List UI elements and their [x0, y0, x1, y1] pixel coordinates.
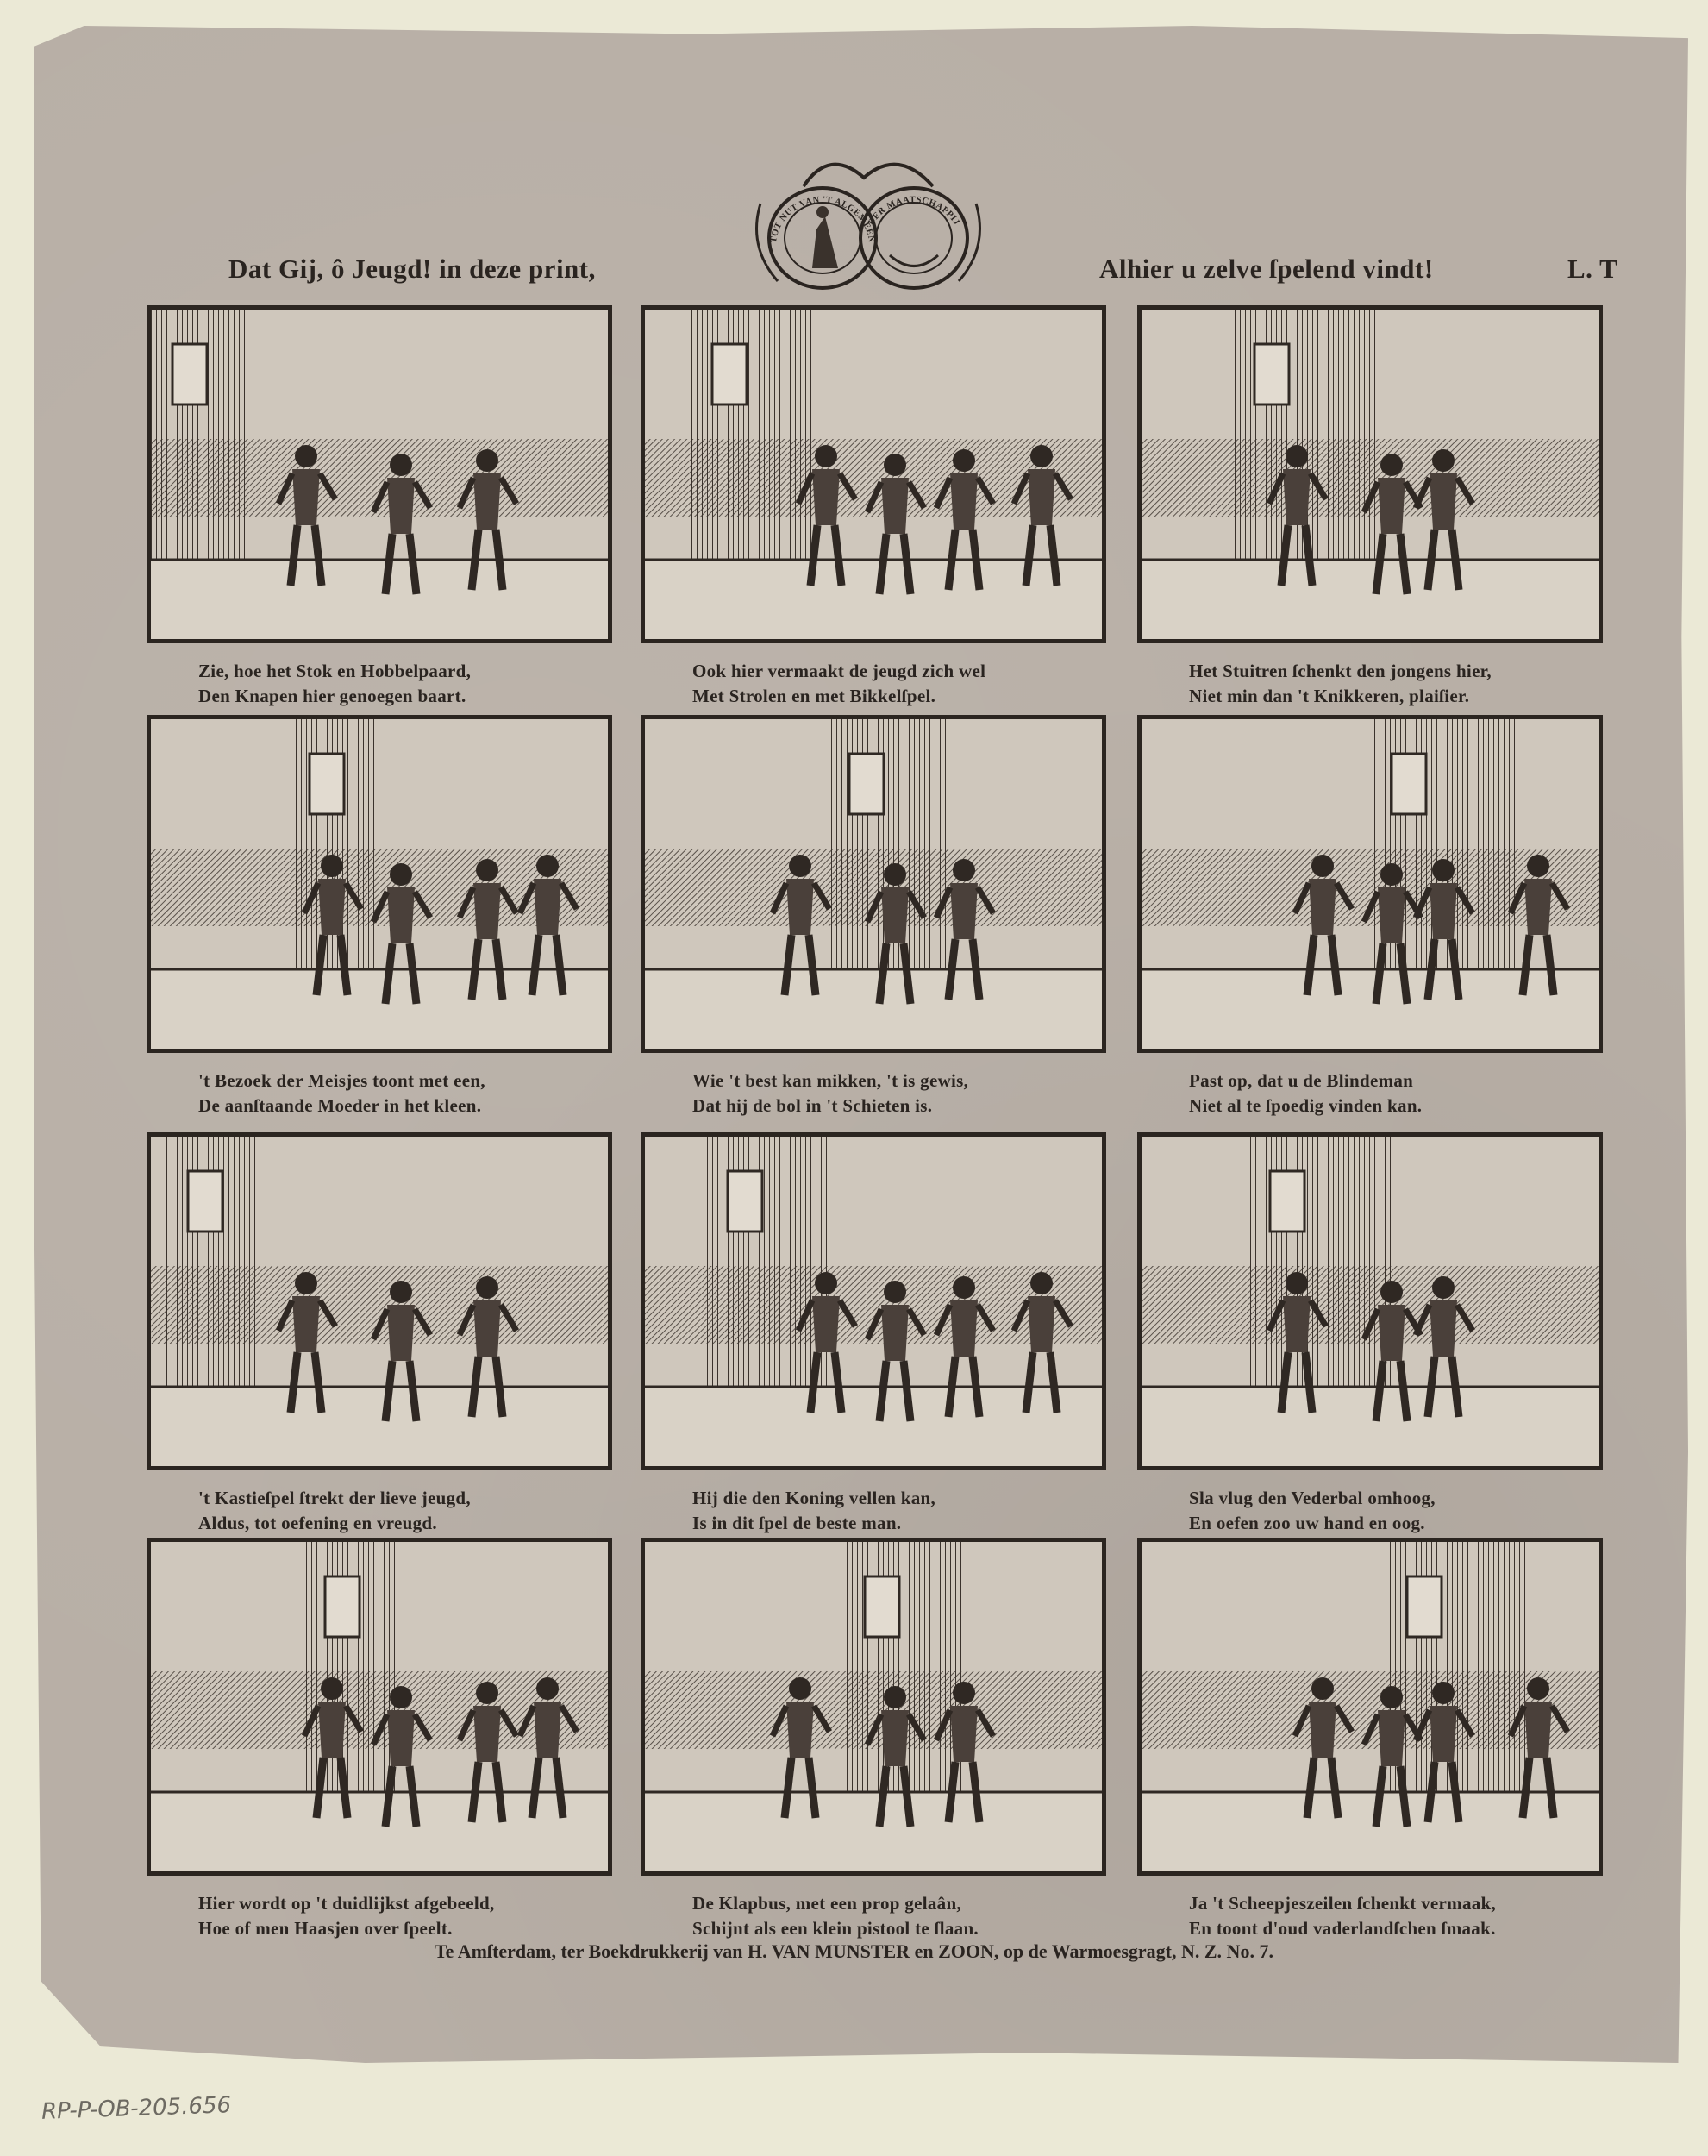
panel-caption [198, 1069, 681, 1119]
panel-caption [1189, 1486, 1672, 1536]
ribbon-bow [804, 165, 933, 186]
printer-imprint: Te Amſterdam, ter Boekdrukkerij van H. VAN MUNSTER en ZOON, op de Warmoesgragt, N. Z. No. 7. [435, 1940, 1273, 1962]
window [865, 1576, 899, 1637]
caption-line-2: Niet min dan 't Knikkeren, plaiſier. [1189, 686, 1470, 706]
wreath [890, 255, 938, 266]
window [728, 1171, 762, 1232]
window [712, 344, 747, 404]
caption-line-2: Aldus, tot oefening en vreugd. [198, 1513, 437, 1533]
caption-line-2: En oefen zoo uw hand en oog. [1189, 1513, 1425, 1533]
caption-line-1: Wie 't best kan mikken, 't is gewis, [692, 1070, 969, 1091]
medallion-left-text: TOT NUT VAN 'T ALGEMEEN [769, 195, 877, 244]
caption-line-1: Hij die den Koning vellen kan, [692, 1488, 936, 1508]
building [706, 1137, 827, 1387]
sheet-letter: L. T [1567, 254, 1618, 284]
panel-caption [1189, 1069, 1672, 1119]
medallion-emblem [743, 152, 993, 291]
illustration-skittles-king [641, 1132, 1106, 1470]
illustration-visiting-girls [147, 715, 612, 1053]
illustration-leapfrog [147, 1538, 612, 1876]
window [172, 344, 207, 404]
panel-caption [198, 659, 681, 709]
illustration-toy-boats [1137, 1538, 1603, 1876]
illustration-shuttlecock [1137, 1132, 1603, 1470]
caption-line-2: En toont d'oud vaderlandſchen ſmaak. [1189, 1918, 1496, 1939]
caption-line-1: Ja 't Scheepjeszeilen ſchenkt vermaak, [1189, 1893, 1497, 1914]
caption-line-1: Hier wordt op 't duidlijkst afgebeeld, [198, 1893, 495, 1914]
header-verse-left: Dat Gij, ô Jeugd! in deze print, [228, 254, 596, 284]
window [1407, 1576, 1442, 1637]
caption-line-2: Hoe of men Haasjen over ſpeelt. [198, 1918, 453, 1939]
illustration-knucklebones [641, 305, 1106, 643]
caption-line-1: Sla vlug den Vederbal omhoog, [1189, 1488, 1436, 1508]
caption-line-2: Dat hij de bol in 't Schieten is. [692, 1095, 933, 1116]
caption-line-1: Het Stuitren ſchenkt den jongens hier, [1189, 661, 1492, 681]
window [325, 1576, 360, 1637]
panel-caption [1189, 659, 1672, 709]
header-verse-right: Alhier u zelve ſpelend vindt! [1099, 254, 1434, 284]
illustration-archery [641, 715, 1106, 1053]
medallion-right-text: DER MAATSCHAPPIJ [867, 195, 961, 228]
caption-line-1: 't Bezoek der Meisjes toont met een, [198, 1070, 485, 1091]
caption-line-1: Ook hier vermaakt de jeugd zich wel [692, 661, 986, 681]
caption-line-1: 't Kastieſpel ſtrekt der lieve jeugd, [198, 1488, 471, 1508]
window [849, 754, 884, 814]
caption-line-2: Schijnt als een klein pistool te ſlaan. [692, 1918, 979, 1939]
window [310, 754, 344, 814]
panel-caption [692, 1069, 1175, 1119]
window [1392, 754, 1426, 814]
panel-caption [198, 1891, 681, 1941]
panel-caption [198, 1486, 681, 1536]
caption-line-2: Met Strolen en met Bikkelſpel. [692, 686, 936, 706]
illustration-hobbyhorse [147, 305, 612, 643]
panel-caption [692, 659, 1175, 709]
caption-line-1: Past op, dat u de Blindeman [1189, 1070, 1414, 1091]
caption-line-2: Is in dit ſpel de beste man. [692, 1513, 902, 1533]
inventory-number: RP-P-OB-205.656 [41, 2092, 232, 2125]
building [691, 310, 811, 560]
caption-line-1: Zie, hoe het Stok en Hobbelpaard, [198, 661, 472, 681]
caption-line-1: De Klapbus, met een prop gelaân, [692, 1893, 961, 1914]
panel-caption [692, 1486, 1175, 1536]
illustration-castle-game [147, 1132, 612, 1470]
panel-caption [692, 1891, 1175, 1941]
illustration-blind-mans-buff [1137, 715, 1603, 1053]
window [188, 1171, 222, 1232]
illustration-popgun [641, 1538, 1106, 1876]
caption-line-2: Niet al te ſpoedig vinden kan. [1189, 1095, 1423, 1116]
seated-figure [812, 216, 838, 268]
illustration-bouncing-marbles [1137, 305, 1603, 643]
window [1254, 344, 1289, 404]
panel-caption [1189, 1891, 1672, 1941]
caption-line-2: De aanſtaande Moeder in het kleen. [198, 1095, 482, 1116]
window [1270, 1171, 1304, 1232]
caption-line-2: Den Knapen hier genoegen baart. [198, 686, 466, 706]
